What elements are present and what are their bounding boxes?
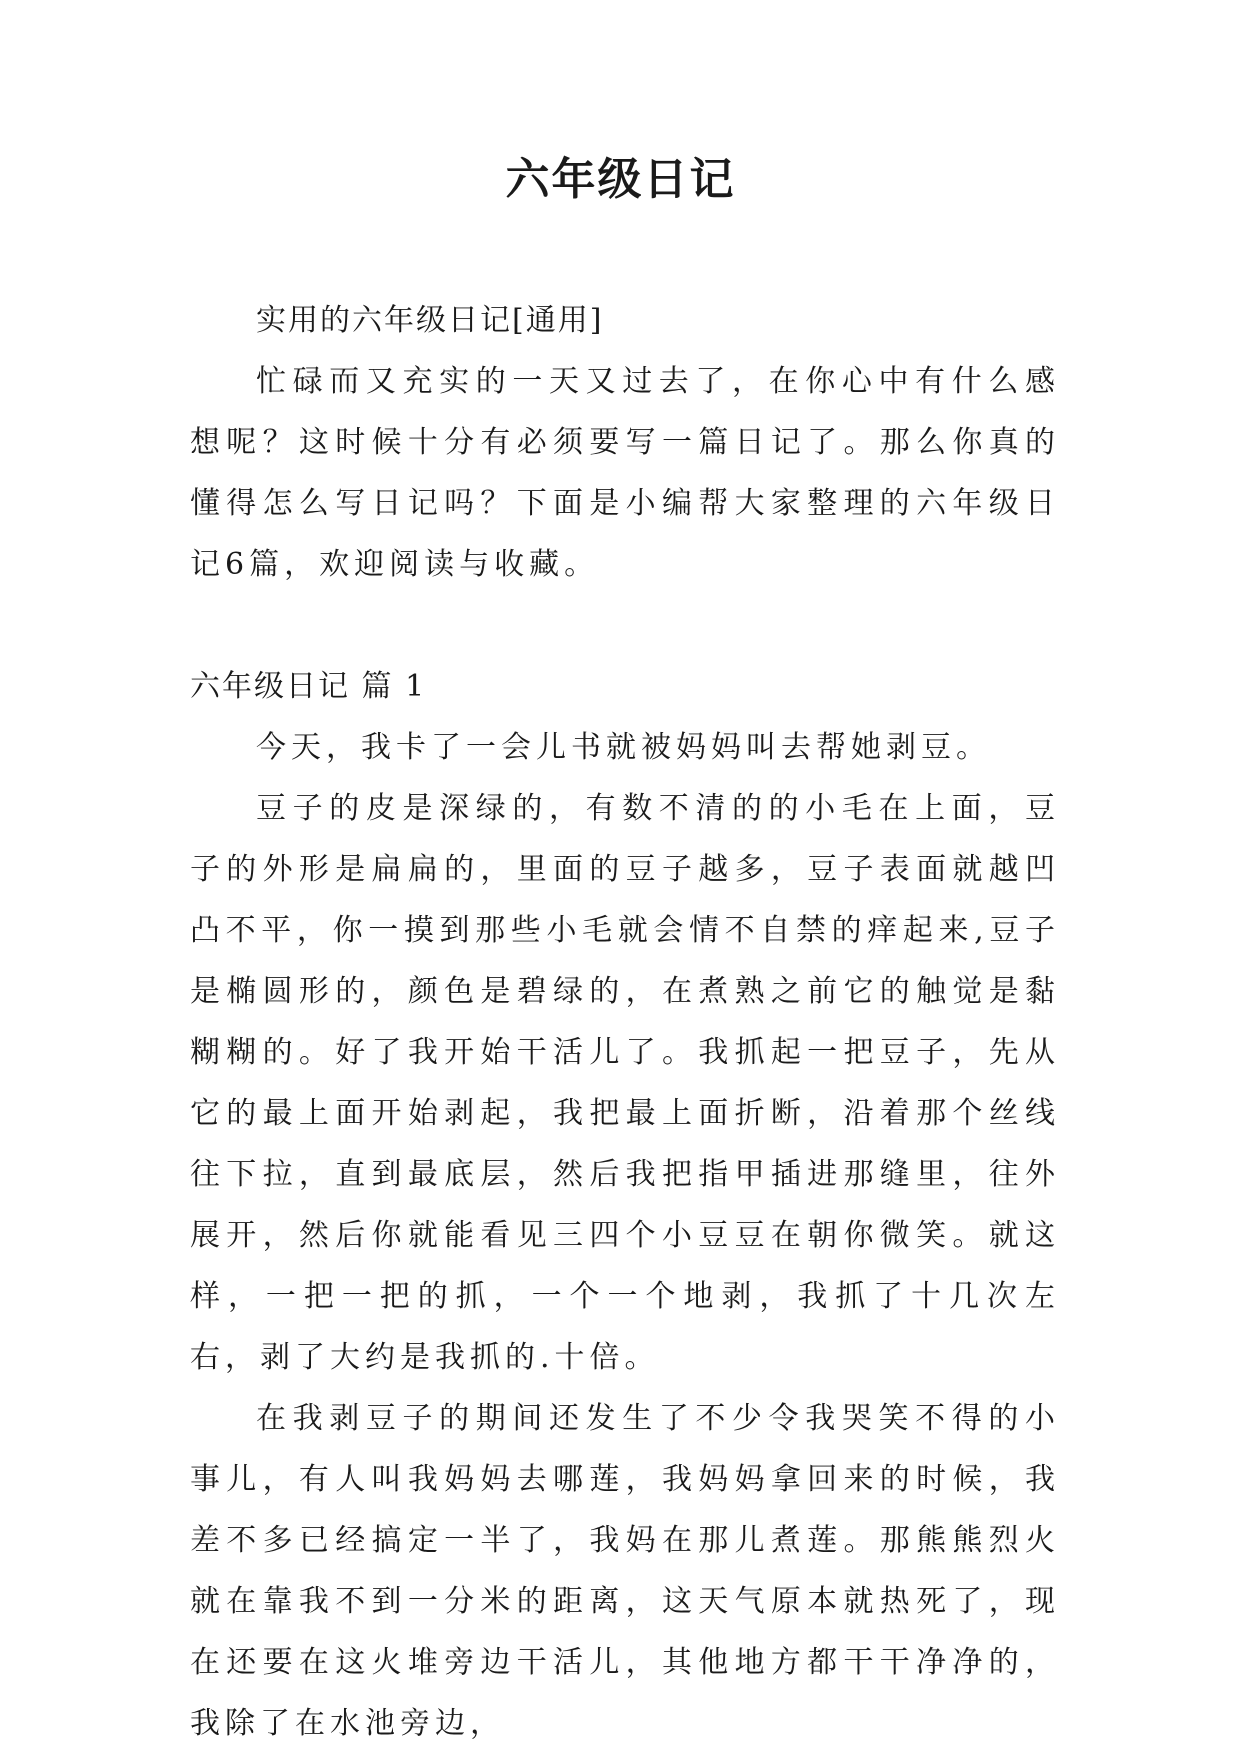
body-paragraph: 在我剥豆子的期间还发生了不少令我哭笑不得的小事儿，有人叫我妈妈去哪莲，我妈妈拿回来的时候，我差不多已经搞定一半了，我妈在那儿煮莲。那熊熊烈火就在靠我不到一分米的距离，这天气原本就热死了，现在还要在这火堆旁边干活儿，其他地方都干干净净的，我除了在水池旁边， bbox=[190, 1401, 1060, 1741]
document-title: 六年级日记 bbox=[505, 154, 736, 205]
intro-paragraph: 忙碌而又充实的一天又过去了，在你心中有什么感想呢？这时候十分有必须要写一篇日记了。那么你真的懂得怎么写日记吗？下面是小编帮大家整理的六年级日记6篇，欢迎阅读与收藏。 bbox=[190, 364, 1060, 582]
body-paragraph: 豆子的皮是深绿的，有数不清的的小毛在上面，豆子的外形是扁扁的，里面的豆子越多，豆子表面就越凹凸不平，你一摸到那些小毛就会情不自禁的痒起来,豆子是椭圆形的，颜色是碧绿的，在煮熟之前它的触觉是黏糊糊的。好了我开始干活儿了。我抓起一把豆子，先从它的最上面开始剥起，我把最上面折断，沿着那个丝线往下拉，直到最底层，然后我把指甲插进那缝里，往外展开，然后你就能看见三四个小豆豆在朝你微笑。就这样，一把一把的抓，一个一个地剥，我抓了十几次左右，剥了大约是我抓的.十倍。 bbox=[190, 791, 1060, 1375]
body-paragraph: 今天，我卡了一会儿书就被妈妈叫去帮她剥豆。 bbox=[256, 730, 991, 765]
document-subtitle: 实用的六年级日记[通用] bbox=[256, 303, 604, 338]
document-body bbox=[190, 290, 1060, 1754]
section-heading: 六年级日记 篇 1 bbox=[190, 669, 427, 704]
